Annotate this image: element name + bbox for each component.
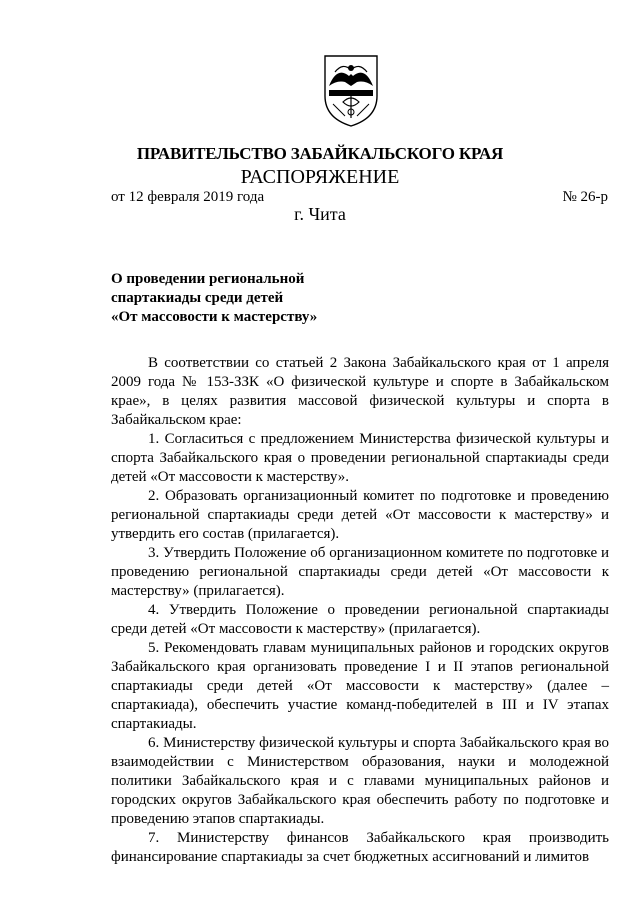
government-title: ПРАВИТЕЛЬСТВО ЗАБАЙКАЛЬСКОГО КРАЯ bbox=[136, 144, 504, 163]
document-subject bbox=[111, 270, 371, 327]
coat-of-arms-icon bbox=[319, 52, 383, 128]
item-paragraph: 2. Образовать организационный комитет по подготовке и проведению региональной спартакиады среди детей «От массовости к мастерству» и утвердить его состав (прилагается). bbox=[111, 488, 609, 542]
subject-line: О проведении региональной bbox=[111, 271, 305, 287]
document-number: № 26-р bbox=[562, 189, 608, 205]
subject-line: «От массовости к мастерству» bbox=[111, 309, 318, 325]
item-paragraph: 4. Утвердить Положение о проведении региональной спартакиады среди детей «От массовости к мастерству» (прилагается). bbox=[111, 602, 609, 637]
item-paragraph: 6. Министерству физической культуры и спорта Забайкальского края во взаимодействии с Министерством образования, науки и молодежной политики Забайкальского края и с главами муниципальных районов и городских округов Забайкальского края обеспечить работу по подготовке и проведению этапов спартакиады. bbox=[111, 735, 609, 827]
document-type: РАСПОРЯЖЕНИЕ bbox=[240, 166, 400, 188]
item-paragraph: 1. Согласиться с предложением Министерства физической культуры и спорта Забайкальского края о проведении региональной спартакиады среди детей «От массовости к мастерству». bbox=[111, 431, 609, 485]
document-body bbox=[111, 354, 609, 867]
item-paragraph: 5. Рекомендовать главам муниципальных районов и городских округов Забайкальского края организовать проведение I и II этапов региональной спартакиады среди детей «От массовости к мастерству» (далее – спартакиада), обеспечить участие команд-победителей в III и IV этапах спартакиады. bbox=[111, 640, 609, 732]
item-paragraph: 3. Утвердить Положение об организационном комитете по подготовке и проведению региональной спартакиады среди детей «От массовости к мастерству» (прилагается). bbox=[111, 545, 609, 599]
preamble-paragraph: В соответствии со статьей 2 Закона Забайкальского края от 1 апреля 2009 года № 153-ЗЗК «О физической культуре и спорте в Забайкальском крае», в целях развития массовой физической культуры и спорта в Забайкальском крае: bbox=[111, 355, 609, 428]
item-paragraph: 7. Министерству финансов Забайкальского края производить финансирование спартакиады за счет бюджетных ассигнований и лимитов bbox=[111, 830, 609, 865]
document-city: г. Чита bbox=[294, 204, 346, 224]
subject-line: спартакиады среди детей bbox=[111, 290, 284, 306]
document-date: от 12 февраля 2019 года bbox=[111, 189, 265, 205]
